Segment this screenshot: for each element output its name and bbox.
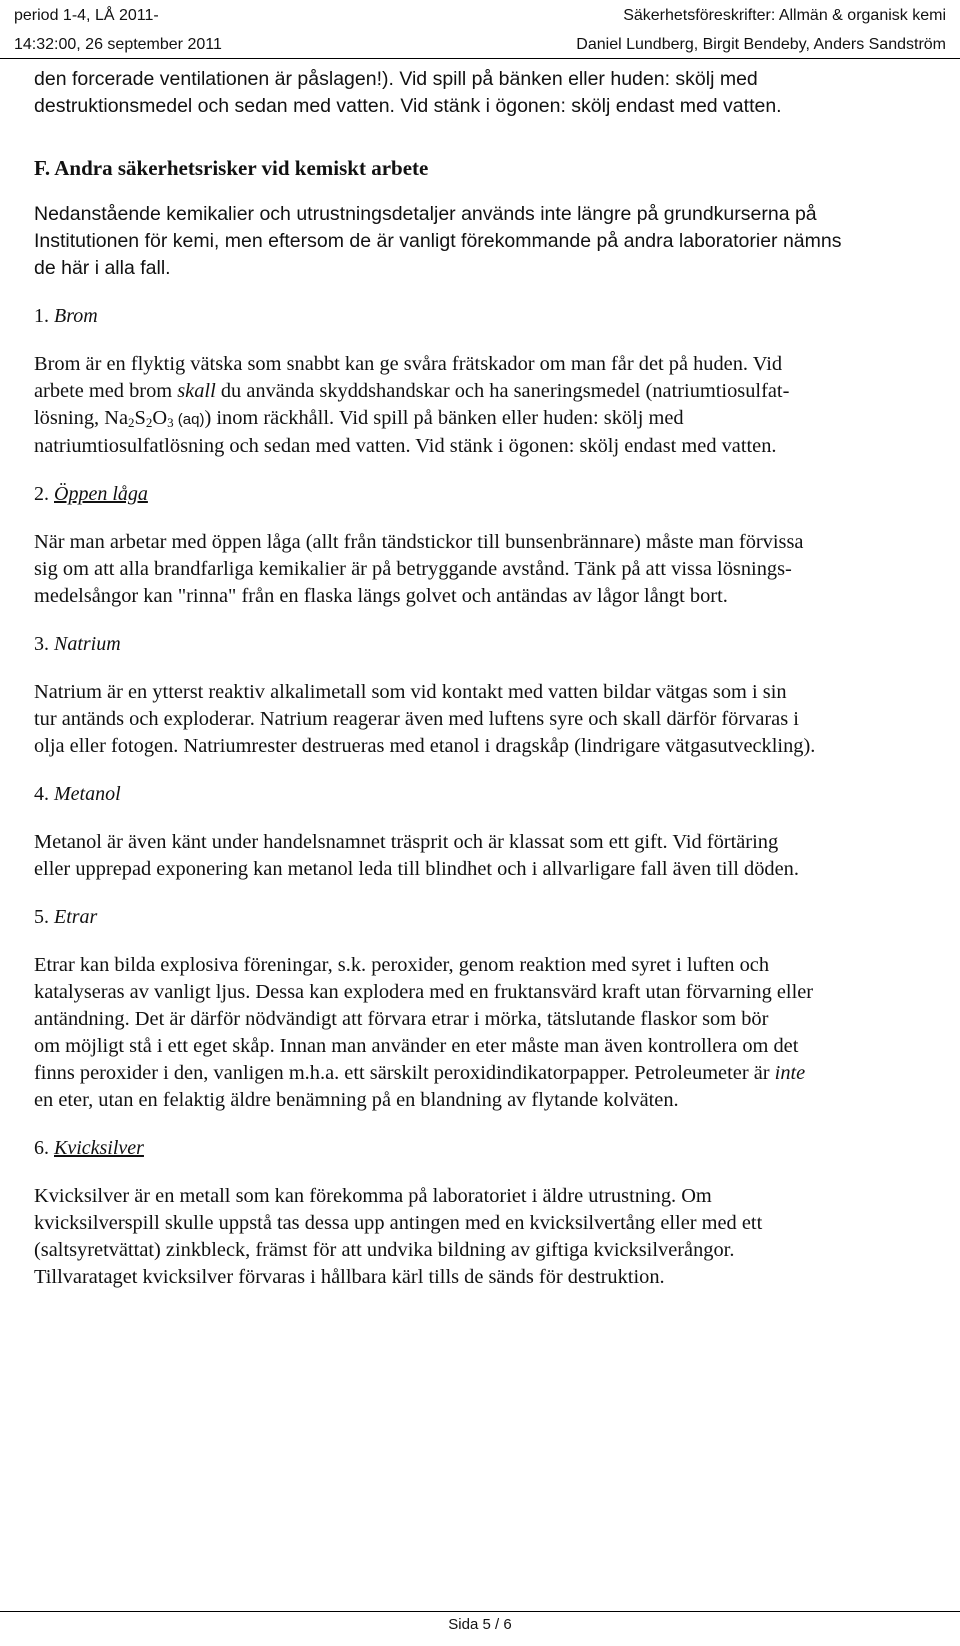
subheading-etrar — [34, 904, 929, 931]
text-run: O — [152, 407, 168, 429]
metanol-line-2: eller upprepad exponering kan metanol leda till blindhet och i allvarligare fall även till döden. — [34, 858, 799, 880]
brom-line-2 — [34, 378, 929, 405]
emphasis-text: skall — [177, 380, 216, 402]
subheading-title: Etrar — [54, 906, 98, 928]
natrium-line-1: Natrium är en ytterst reaktiv alkalimetall som vid kontakt med vatten bildar vätgas som i sin — [34, 681, 787, 703]
subheading-number: 4. — [34, 783, 49, 805]
text-run: ) inom räckhåll. Vid spill på bänken eller huden: skölj med — [204, 407, 684, 429]
subheading-number: 2. — [34, 483, 49, 505]
header-row-2 — [14, 35, 946, 55]
text-run: lösning, Na — [34, 407, 129, 429]
etrar-line-3: antändning. Det är därför nödvändigt att förvara etrar i mörka, tätslutande flaskor som bör — [34, 1008, 769, 1030]
subheading-number: 5. — [34, 906, 49, 928]
footer-divider — [0, 1611, 960, 1612]
etrar-line-6: en eter, utan en felaktig äldre benämning på en blandning av flytande kolväten. — [34, 1089, 679, 1111]
subheading-brom — [34, 303, 929, 330]
page-header — [0, 0, 960, 56]
subheading-title: Brom — [54, 305, 98, 327]
oppen-line-1: När man arbetar med öppen låga (allt från tändstickor till bunsenbrännare) måste man förvissa — [34, 531, 804, 553]
intro-line-2: destruktionsmedel och sedan med vatten. Vid stänk i ögonen: skölj endast med vatten. — [34, 95, 782, 117]
document-body — [34, 66, 929, 1291]
text-run: finns peroxider i den, vanligen m.h.a. ett särskilt peroxidindikatorpapper. Petroleumeter är — [34, 1062, 775, 1084]
text-run: arbete med brom — [34, 380, 178, 402]
header-divider — [0, 58, 960, 59]
intro-line-1: den forcerade ventilationen är påslagen!). Vid spill på bänken eller huden: skölj med — [34, 68, 758, 90]
subheading-metanol — [34, 781, 929, 808]
kvicksilver-line-3: (saltsyretvättat) zinkbleck, främst för att undvika bildning av giftiga kvicksilverångor. — [34, 1239, 735, 1261]
section-heading: F. Andra säkerhetsrisker vid kemiskt arbete — [34, 156, 429, 180]
oppen-line-2: sig om att alla brandfarliga kemikalier är på betryggande avstånd. Tänk på att vissa lösnings- — [34, 558, 792, 580]
subheading-natrium — [34, 631, 929, 658]
kvicksilver-line-2: kvicksilverspill skulle uppstå tas dessa upp antingen med en kvicksilvertång eller med ett — [34, 1212, 763, 1234]
phase-label: (aq) — [173, 411, 205, 428]
etrar-line-1: Etrar kan bilda explosiva föreningar, s.k. peroxider, genom reaktion med syret i luften och — [34, 954, 770, 976]
section-intro-line-3: de här i alla fall. — [34, 257, 171, 279]
header-row-1 — [14, 6, 946, 26]
kvicksilver-line-1: Kvicksilver är en metall som kan förekomma på laboratoriet i äldre utrustning. Om — [34, 1185, 712, 1207]
metanol-line-1: Metanol är även känt under handelsnamnet träsprit och är klassat som ett gift. Vid förtäring — [34, 831, 779, 853]
subheading-number: 3. — [34, 633, 49, 655]
brom-line-4: natriumtiosulfatlösning och sedan med vatten. Vid stänk i ögonen: skölj endast med vatten. — [34, 435, 777, 457]
natrium-line-3: olja eller fotogen. Natriumrester destrueras med etanol i dragskåp (lindrigare vätgasutveckling). — [34, 735, 816, 757]
oppen-line-3: medelsångor kan "rinna" från en flaska längs golvet och antändas av lågor långt bort. — [34, 585, 728, 607]
subheading-title: Kvicksilver — [54, 1137, 144, 1159]
page-number: Sida 5 / 6 — [448, 1616, 512, 1633]
subscript: 3 — [167, 415, 174, 430]
subscript: 2 — [145, 415, 153, 430]
subheading-kvicksilver — [34, 1135, 929, 1162]
emphasis-text: inte — [774, 1062, 806, 1084]
subheading-number: 6. — [34, 1137, 49, 1159]
etrar-line-4: om möjligt stå i ett eget skåp. Innan man använder en eter måste man även kontrollera om det — [34, 1035, 799, 1057]
header-document-title: Säkerhetsföreskrifter: Allmän & organisk kemi — [623, 7, 946, 24]
etrar-line-5 — [34, 1060, 929, 1087]
natrium-line-2: tur antänds och exploderar. Natrium reagerar även med luftens syre och skall därför förvaras i — [34, 708, 799, 730]
subscript: 2 — [128, 415, 135, 430]
header-authors: Daniel Lundberg, Birgit Bendeby, Anders Sandström — [576, 36, 946, 53]
subheading-number: 1. — [34, 305, 49, 327]
subheading-title: Metanol — [54, 783, 121, 805]
text-run: du använda skyddshandskar och ha saneringsmedel (natriumtiosulfat- — [215, 380, 790, 402]
header-timestamp: 14:32:00, 26 september 2011 — [14, 36, 222, 53]
section-intro-line-2: Institutionen för kemi, men eftersom de är vanligt förekommande på andra laboratorier nämns — [34, 230, 842, 252]
section-intro-line-1: Nedanstående kemikalier och utrustningsdetaljer används inte längre på grundkurserna på — [34, 203, 817, 225]
subheading-oppen-laga — [34, 481, 929, 508]
kvicksilver-line-4: Tillvarataget kvicksilver förvaras i hållbara kärl tills de sänds för destruktion. — [34, 1266, 665, 1288]
subheading-title: Öppen låga — [54, 483, 148, 505]
brom-line-1: Brom är en flyktig vätska som snabbt kan ge svåra frätskador om man får det på huden. Vid — [34, 353, 783, 375]
header-course-period: period 1-4, LÅ 2011- — [14, 7, 159, 24]
page-footer — [0, 1616, 960, 1634]
brom-line-3 — [34, 405, 929, 433]
etrar-line-2: katalyseras av vanligt ljus. Dessa kan explodera med en fruktansvärd kraft utan förvarning eller — [34, 981, 814, 1003]
subheading-title: Natrium — [54, 633, 121, 655]
text-run: S — [134, 407, 146, 429]
